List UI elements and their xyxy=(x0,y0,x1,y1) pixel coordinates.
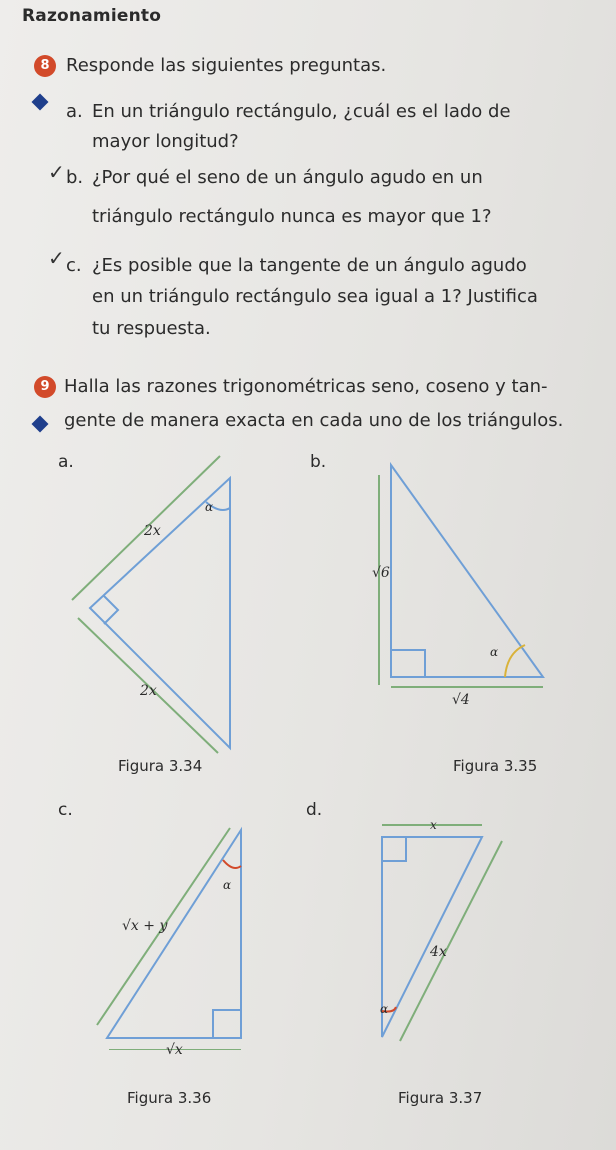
figure-b-base: √4 xyxy=(452,692,470,708)
figure-c-angle: α xyxy=(223,878,232,892)
q8-a-line1: En un triángulo rectángulo, ¿cuál es el lado de xyxy=(92,101,511,122)
question-8-badge: 8 xyxy=(34,55,56,77)
q8-a-line2: mayor longitud? xyxy=(92,131,239,152)
bullet-diamond-icon xyxy=(32,94,49,111)
q8-c-line1: ¿Es posible que la tangente de un ángulo agudo xyxy=(92,255,527,276)
q9-line2: gente de manera exacta en cada uno de los triángulos. xyxy=(64,410,564,431)
q8-c-label: c. xyxy=(66,255,82,276)
figure-a-angle: α xyxy=(205,500,214,514)
question-8-prompt: Responde las siguientes preguntas. xyxy=(66,55,387,76)
q8-c-line3: tu respuesta. xyxy=(92,318,211,339)
figure-b-label: b. xyxy=(310,452,327,472)
q8-b-label: b. xyxy=(66,167,84,188)
q8-a-label: a. xyxy=(66,101,83,122)
question-9-badge: 9 xyxy=(34,376,56,398)
figure-c-hyp: √x + y xyxy=(122,918,168,934)
figure-b-caption: Figura 3.35 xyxy=(453,757,538,775)
q8-b-line2: triángulo rectángulo nunca es mayor que 1? xyxy=(92,206,492,227)
bullet-diamond-icon xyxy=(32,416,49,433)
figure-d-label: d. xyxy=(306,800,323,820)
figure-c-base: √x xyxy=(166,1042,183,1058)
figure-b-triangle xyxy=(365,455,555,715)
figure-a-triangle xyxy=(60,448,260,768)
figure-d-top: x xyxy=(430,818,437,832)
q9-line1: Halla las razones trigonométricas seno, coseno y tan- xyxy=(64,376,548,397)
figure-a-label: a. xyxy=(58,452,74,472)
checkmark-icon: ✓ xyxy=(48,246,65,270)
figure-d-angle: α xyxy=(380,1002,389,1016)
figure-b-angle: α xyxy=(490,645,499,659)
checkmark-icon: ✓ xyxy=(48,160,65,184)
figure-c-label: c. xyxy=(58,800,73,820)
figure-d-side: 4x xyxy=(430,944,447,960)
figure-a-side2: 2x xyxy=(140,683,157,699)
q8-c-line2: en un triángulo rectángulo sea igual a 1? Justifica xyxy=(92,286,538,307)
section-title: Razonamiento xyxy=(22,6,162,26)
figure-a-caption: Figura 3.34 xyxy=(118,757,203,775)
figure-b-vertical: √6 xyxy=(372,565,390,581)
figure-d-triangle xyxy=(370,815,520,1055)
figure-a-side1: 2x xyxy=(144,523,161,539)
figure-c-caption: Figura 3.36 xyxy=(127,1089,212,1107)
figure-c-triangle xyxy=(95,820,255,1050)
figure-d-caption: Figura 3.37 xyxy=(398,1089,483,1107)
q8-b-line1: ¿Por qué el seno de un ángulo agudo en un xyxy=(92,167,483,188)
